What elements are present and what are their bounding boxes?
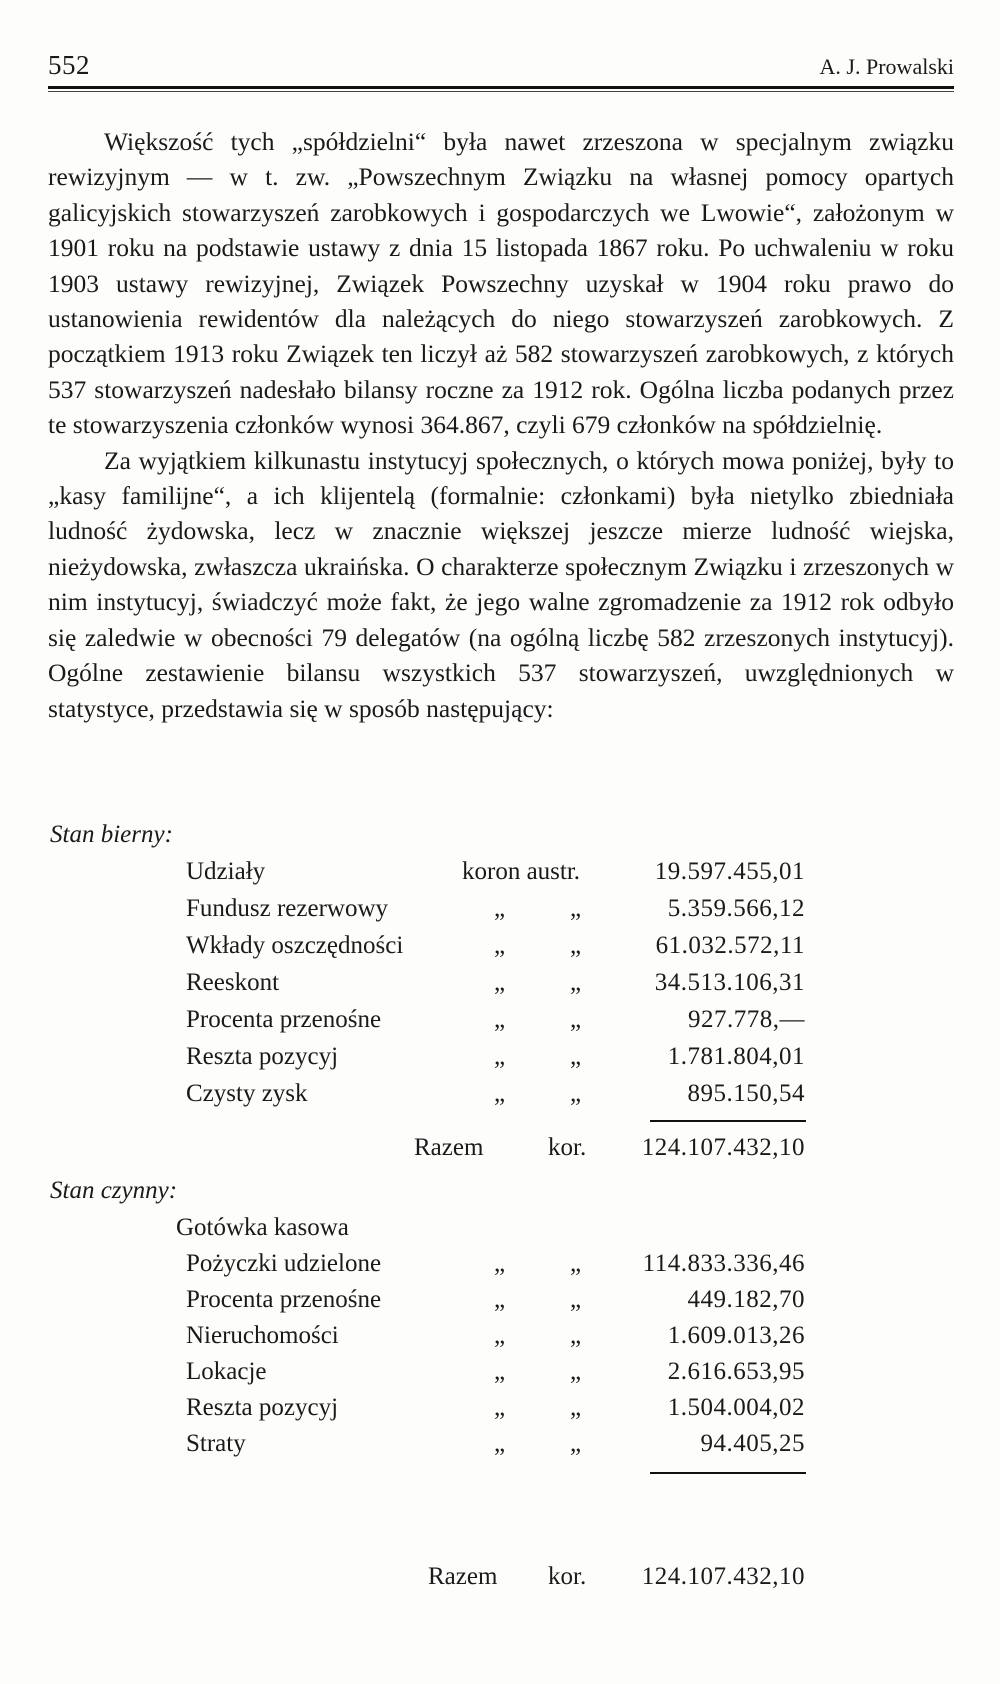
table-row [0,1043,1000,1077]
ditto-mark: „ [494,895,506,922]
ditto-mark: „ [570,932,582,959]
table-row [0,932,1000,966]
table-row [0,1250,1000,1284]
total-unit: kor. [548,1563,587,1590]
table-row [0,1006,1000,1040]
row-label: Reszta pozycyj [186,1043,339,1070]
table-row [0,858,1000,892]
ditto-mark: „ [570,1250,582,1277]
ditto-mark: „ [494,1322,506,1349]
ditto-mark: „ [494,1286,506,1313]
liabilities-total-row [0,1134,1000,1168]
liabilities-heading: Stan bierny: [50,821,173,848]
row-amount: 94.405,25 [700,1430,805,1457]
row-label: Reeskont [186,969,280,996]
page-number: 552 [48,50,90,80]
sum-rule [650,1120,806,1122]
row-label: Fundusz rezerwowy [186,895,389,922]
row-label: Nieruchomości [186,1322,339,1349]
row-amount: 449.182,70 [687,1286,805,1313]
row-amount: 1.781.804,01 [667,1043,805,1070]
row-label: Procenta przenośne [186,1006,382,1033]
table-row [0,1322,1000,1356]
ditto-mark: „ [570,895,582,922]
total-unit: kor. [548,1134,587,1161]
ditto-mark: „ [494,1250,506,1277]
row-label: Procenta przenośne [186,1286,382,1313]
header-rule-thin [48,91,954,92]
table-row [0,1430,1000,1464]
row-label: Gotówka kasowa [176,1214,349,1241]
row-amount: 1.504.004,02 [667,1394,805,1421]
row-label: Czysty zysk [186,1080,308,1107]
ditto-mark: „ [570,1358,582,1385]
row-label: Straty [186,1430,246,1457]
ditto-mark: „ [494,1080,506,1107]
row-amount: 5.359.566,12 [667,895,805,922]
ditto-mark: „ [570,1394,582,1421]
total-amount: 124.107.432,10 [641,1134,805,1161]
ditto-mark: „ [494,1394,506,1421]
table-row [0,1286,1000,1320]
ditto-mark: „ [570,1430,582,1457]
row-amount: 927.778,— [688,1006,805,1033]
header-rule [48,86,954,89]
table-row [0,1080,1000,1114]
ditto-mark: „ [570,1286,582,1313]
ditto-mark: „ [494,1358,506,1385]
row-unit: koron austr. [462,858,581,885]
row-amount: 19.597.455,01 [654,858,805,885]
row-label: Reszta pozycyj [186,1394,339,1421]
row-amount: 34.513.106,31 [654,969,805,996]
ditto-mark: „ [570,1322,582,1349]
row-amount: 114.833.336,46 [642,1250,805,1277]
ditto-mark: „ [494,932,506,959]
row-label: Wkłady oszczędności [186,932,404,959]
table-row [0,895,1000,929]
running-head [48,48,954,84]
row-amount: 1.609.013,26 [667,1322,805,1349]
ditto-mark: „ [494,1430,506,1457]
body-text [48,124,954,726]
assets-total-row [0,1563,1000,1597]
ditto-mark: „ [570,1080,582,1107]
table-row [0,969,1000,1003]
total-amount: 124.107.432,10 [641,1563,805,1590]
table-row [0,1214,1000,1248]
row-amount: 2.616.653,95 [667,1358,805,1385]
total-label: Razem [428,1563,498,1590]
ditto-mark: „ [570,1043,582,1070]
total-label: Razem [414,1134,484,1161]
row-label: Udziały [186,858,266,885]
row-amount: 61.032.572,11 [655,932,805,959]
paragraph-2: Za wyjątkiem kilkunastu instytucyj społecznych, o których mowa poniżej, były to „kasy familijne“, a ich klijentelą (formalnie: członkami) była nietylko zbiedniała ludność żydowska, lecz w znacznie większej jeszcze mierze ludność wiejska, nieżydowska, zwłaszcza ukraińska. O charakterze społecznym Związku i zrzeszonych w nim instytucyj, świadczyć może fakt, że jego walne zgromadzenie za 1912 rok odbyło się zaledwie w obecności 79 delegatów (na ogólną liczbę 582 zrzeszonych instytucyj). Ogólne zestawienie bilansu wszystkich 537 stowarzyszeń, uwzględnionych w statystyce, przedstawia się w sposób następujący: [48,445,954,723]
ditto-mark: „ [570,1006,582,1033]
row-label: Pożyczki udzielone [186,1250,382,1277]
sum-rule [650,1472,806,1474]
row-label: Lokacje [186,1358,267,1385]
ditto-mark: „ [570,969,582,996]
ditto-mark: „ [494,969,506,996]
ditto-mark: „ [494,1006,506,1033]
row-amount: 895.150,54 [687,1080,805,1107]
assets-heading: Stan czynny: [50,1177,178,1204]
ditto-mark: „ [494,1043,506,1070]
paragraph-1: Większość tych „spółdzielni“ była nawet zrzeszona w specjalnym związku rewizyjnym — w t. zw. „Powszechnym Związku na własnej pomocy opartych galicyjskich stowarzyszeń zarobkowych i gospodarczych we Lwowie“, założonym w 1901 roku na podstawie ustawy z dnia 15 listopada 1867 roku. Po uchwaleniu w roku 1903 ustawy rewizyjnej, Związek Powszechny uzyskał w 1904 roku prawo do ustanowienia rewidentów dla należących do niego stowarzyszeń zarobkowych. Z początkiem 1913 roku Związek ten liczył aż 582 stowarzyszeń zarobkowych, z których 537 stowarzyszeń nadesłało bilansy roczne za 1912 rok. Ogólna liczba podanych przez te stowarzyszenia członków wynosi 364.867, czyli 679 członków na spółdzielnię. [48,127,954,440]
table-row [0,1394,1000,1428]
table-row [0,1358,1000,1392]
running-head-author: A. J. Prowalski [819,54,954,79]
